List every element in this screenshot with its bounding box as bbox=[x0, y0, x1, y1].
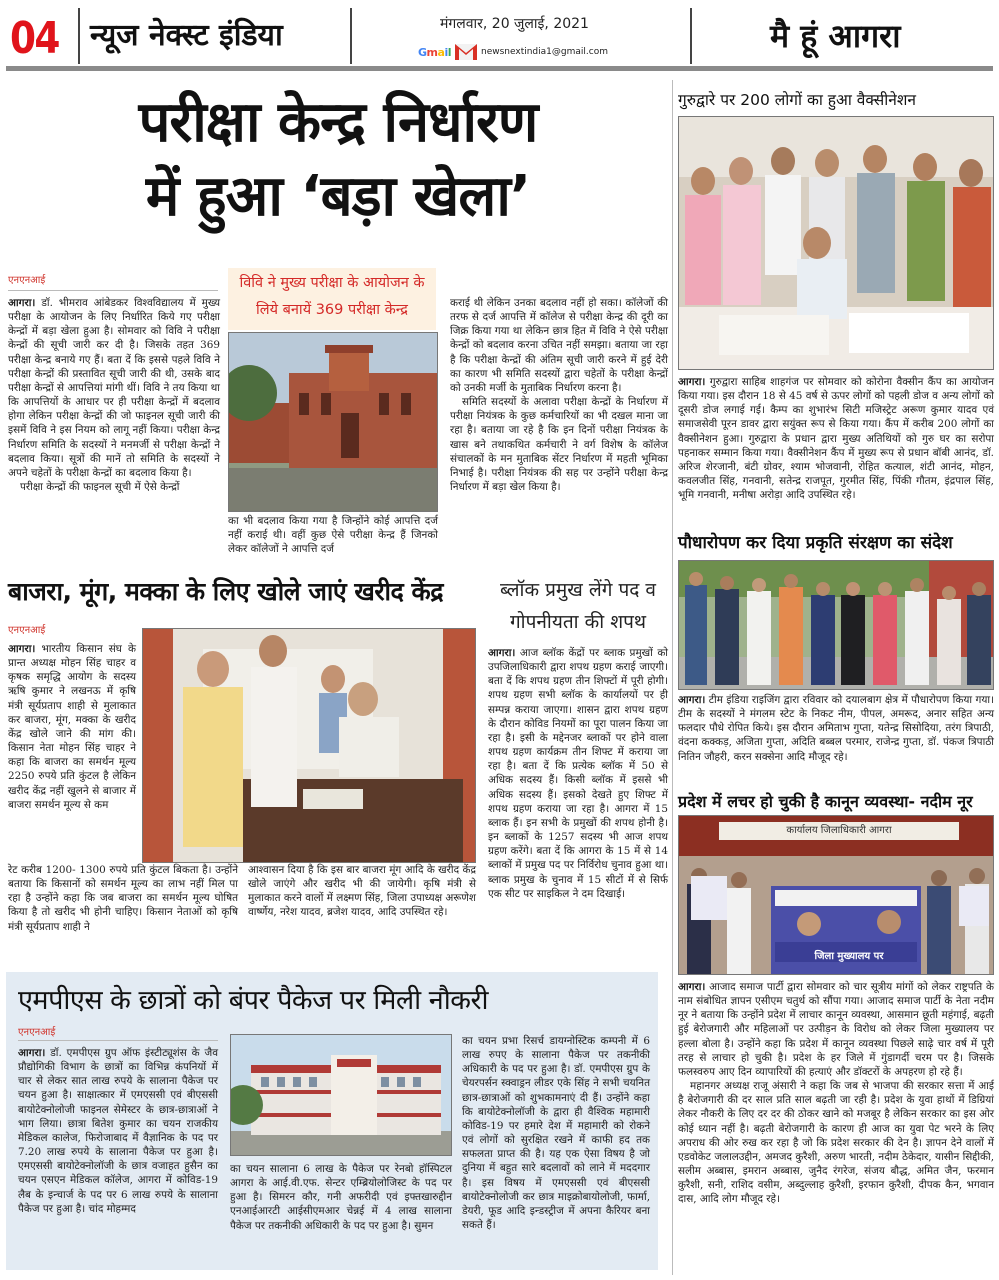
plantation-body bbox=[678, 693, 994, 764]
mps-col3: का चयन प्रभा रिसर्च डायग्नोस्टिक कम्पनी में 6 लाख रुपए के सालाना पैकेज पर तकनीकी अधिकारी के पद पर हुआ है। डॉ. एमपीएस ग्रुप के चेयरपर्सन स्क्वाड्रन लीडर एके सिंह ने सभी चयनित छात्र-छात्राओं को शुभकामनाएं दी हैं। उन्होंने कहा कि बायोटेक्नोलॉजी के द्वारा ही वैश्विक महामारी कोविड-19 पर हमारे देश में महामारी को रोकने एवं लोगों को सुरक्षित रखने में काफी हद तक सफलता प्राप्त की है। यह एक ऐसा विषय है जो दुनिया में बहुत सारे बदलावों को लाने में मददगार है। इस विषय में एमएससी एवं बीएससी बायोटेक्नोलोजी कर छात्र माइक्रोबायोलोजी, फार्मा, डेयरी, फूड आदि इन्डस्ट्रीज में अपना कैरियर बना सकते हैं। bbox=[462, 1035, 650, 1232]
lead-col3-para1: कराई थी लेकिन उनका बदलाव नहीं हो सका। कॉलेजों की तरफ से दर्ज आपत्ति में कॉलेज से परीक्षा केन्द्र की दूरी का जिक्र किया गया था लेकिन छात्र हित में विवि ने ऐसे परीक्षा केन्द्रों को बदलाव करना उचित नहीं समझा। बताया जा रहा है कि परीक्षा केन्द्रों की अंतिम सूची जारी करने में हुई देरी का कारण भी समिति सदस्यों द्वारा चहेतों के परीक्षा केन्द्रों को उनकी मर्जी के मुताबिक निर्धारण करना है। bbox=[450, 297, 668, 394]
page-number: 04 bbox=[10, 13, 59, 64]
vaccination-body bbox=[678, 375, 994, 502]
plantation-headline: पौधारोपण कर दिया प्रकृति संरक्षण का संदेश bbox=[678, 533, 953, 553]
meeting-with-minister-photo bbox=[142, 628, 476, 863]
mps-col1 bbox=[18, 1046, 218, 1216]
block-text: आज ब्लॉक केंद्रों पर ब्लाक प्रमुखों को उपजिलाधिकारी द्वारा शपथ ग्रहण कराई जाएगी। बता दें कि शपथ ग्रहण तीन शिफ्टों में पूरी होगी। शपथ ग्रहण सभी ब्लॉक के कार्यालयों पर ही सम्पन्न कराया जाएगा। शासन द्वारा शपथ ग्रहण के दौरान कोविड नियमों का पूरा पालन किया जा रहा है। इसी के मद्देनजर ब्लाकों पर होने वाला शपथ ग्रहण कार्यक्रम तीन शिफ्ट में कराया जा रहा है। बता दें कि प्रत्येक ब्लॉक में 50 से अधिक सदस्य हैं। किसी ब्लॉक में इससे भी अधिक सदस्य हैं। इसको देखते हुए शिफ्ट में शपथ ग्रहण कराया जा रहा है। आगरा में 15 ब्लाक हैं। इन सभी के प्रमुखों की शपथ होनी है। इन ब्लाकों के 1257 सदस्य भी आज शपथ ग्रहण करेंगे। बता दें कि आगरा के 15 में से 14 ब्लाकों में प्रमुख पद पर निर्विरोध चुनाव हुआ था। ब्लाक प्रमुख के चुनाव में 15 सीटों में से सिर्फ एक सीट पर साइकिल ने दम दिखाई। bbox=[488, 647, 668, 900]
block-headline: ब्लॉक प्रमुख लेंगे पद व गोपनीयता की शपथ bbox=[500, 579, 656, 633]
bajra-col1 bbox=[8, 642, 136, 812]
bajra-col1-text: भारतीय किसान संघ के प्रान्त अध्यक्ष मोहन सिंह चाहर व कृषक समृद्धि आयोग के सदस्य ऋषि कुमार ने लखनऊ में कृषि मंत्री सूर्यप्रताप शाही से मुलाकात कर बाजरा, मूंग, मक्का के खरीद केंद्र खोले जाने की मांग की। किसान नेता मोहन सिंह चाहर ने कहा कि बाजरा का समर्थन मूल्य 2250 रुपये प्रति कुंटल है लेकिन खरीद केंद्र नहीं खुलने से बाजार में बाजरा समर्थन मूल्य से कम bbox=[8, 643, 136, 811]
column-divider bbox=[672, 80, 673, 1275]
mps-col1-text: डॉ. एमपीएस ग्रुप ऑफ इंस्टीट्यूशंस के जैव प्रौद्योगिकी विभाग के छात्रों का विभिन्न कंपनियों में चार से लेकर सात लाख रुपये के सालाना पैकेज पर चयन हुआ है। साक्षात्कार में एमएससी एवं बीएससी बायोटेक्नोलोजी फाइनल सेमेस्टर के छात्र-छात्राओं ने भाग लिया। छात्रा बितेश कुमार का चयन राजकीय मेडिकल कालेज, फिरोजाबाद में वैज्ञानिक के पद पर 7.20 लाख रुपये के सालाना पैकेज पर हुआ है। एमएससी बायोटेक्नोलॉजी के छात्र वजाहत हुसैन का चयन एसएन मेडिकल कॉलेज, आगरा में कोविड-19 लैब के इन्चार्ज के पद पर 6 लाख रुपये के सालाना पैकेज पर हुआ है। चांद मोहम्मद bbox=[18, 1047, 218, 1215]
protest-with-banner-photo bbox=[678, 815, 994, 975]
dateline: आगरा। bbox=[8, 643, 36, 655]
issue-date: मंगलवार, 20 जुलाई, 2021 bbox=[440, 16, 589, 32]
law-para2: महानगर अध्यक्ष राजू अंसारी ने कहा कि जब से भाजपा की सरकार सत्ता में आई है बेरोजगारी की दर साल प्रति साल बढ़ती जा रही है। प्रदेश के युवा हाथों में डिग्रियां लेकर नौकरी के लिए दर दर की ठोकर खाने को मजबूर है लेकिन सरकार का इस ओर कोई ध्यान नहीं है। बढ़ती बेरोजगारी के कारण ही आज का युवा पेट भरने के लिए अपराध की ओर रुख कर रहा है जो कि प्रदेश सरकार की देन है। ज्ञापन देने वालों में एडवोकेट जलालउद्दीन, अमजद कुरैशी, अरुण भारती, नदीम ठेकेदार, यासीन सिद्दीकी, सलीम अब्बास, इमरान अब्बास, जुनैद रंगरेज, संजय बौद्ध, अमित जैन, फरमान कुरैशी, सनी, राशिद वसीम, अब्दुल्लाह कुरैशी, इरफान कुरैशी, दीपक कैन, भगवान दास, आदि लोग मौजूद रहे। bbox=[678, 1080, 994, 1206]
gmail-icon bbox=[455, 44, 477, 60]
lead-col1 bbox=[8, 296, 220, 494]
lead-col1-para1: डॉ. भीमराव आंबेडकर विश्वविद्यालय में मुख्य परीक्षा के आयोजन के लिए निर्धारित किये गए परीक्षा केन्द्रों में बड़ा खेला हुआ है। सोमवार को विवि ने परीक्षा केन्द्रों की सूची जारी कर दी है। जिसके तहत 369 परीक्षा केन्द्र बनाये गए हैं। बता दें कि इससे पहले विवि ने परीक्षा केन्द्रों की प्रस्तावित सूची जारी की थी, उसके बाद परीक्षा केन्द्रों से आपत्तियां मांगी थीं। विवि ने तय किया था कि आपत्तियों के आधार पर ही परीक्षा केन्द्रों में बदलाव होगा लेकिन परीक्षा केन्द्रों की जो फाइनल सूची जारी की इसमें विवि ने इस नियम को लागू नहीं किया। परीक्षा केन्द्र निर्धारण समिति के सदस्यों ने मनमर्जी से परीक्षा केन्द्रों ने बदलाव किया। सूत्रों की मानें तो समिति के सदस्यों ने अपने चहेतों के परीक्षा केन्द्रों का बदलाव किया है। bbox=[8, 297, 220, 479]
mps-headline: एमपीएस के छात्रों को बंपर पैकेज पर मिली नौकरी bbox=[18, 985, 488, 1016]
bajra-col2: आश्वासन दिया है कि इस बार बाजरा मूंग आदि के खरीद केंद्र खोले जाएंगे और खरीद भी की जायेगी। कृषि मंत्री से मुलाकात करने वालों में लक्ष्मण सिंह, जिला उपाध्यक्ष अरूणेश वार्ष्णेय, नरेश यादव, ब्रजेश यादव, आदि उपस्थित रहे। bbox=[248, 864, 476, 919]
tree-plantation-group-photo bbox=[678, 560, 994, 690]
lead-col3 bbox=[450, 296, 668, 494]
vaccination-headline: गुरुद्वारे पर 200 लोगों का हुआ वैक्सीनेशन bbox=[678, 91, 917, 109]
section-title: मै हूं आगरा bbox=[770, 17, 901, 55]
law-headline: प्रदेश में लचर हो चुकी है कानून व्यवस्था- नदीम नूर bbox=[678, 792, 973, 811]
university-building-photo bbox=[228, 332, 438, 512]
masthead-divider bbox=[78, 8, 80, 64]
vaccination-camp-photo bbox=[678, 116, 994, 370]
dateline: आगरा। bbox=[488, 647, 516, 659]
lead-byline: एनएनआई bbox=[8, 275, 46, 286]
plantation-text: टीम इंडिया राइजिंग द्वारा रविवार को दयालबाग क्षेत्र में पौधारोपण किया गया। टीम के सदस्यों ने मंगलम स्टेट के निकट नीम, पीपल, अमरूद, अनार सहित अन्य फलदार पौधे रोपित किये। इस दौरान अमिताभ गुप्ता, यतेन्द्र सिसोदिया, तरंग त्रिपाठी, वंदना कक्कड़, अजिता गुप्ता, अदिति बब्बल परमार, राजेन्द्र गुप्ता, डॉ. पंकज त्रिपाठी नितिन जौहरी, करन सक्सेना आदि मौजूद रहे। bbox=[678, 694, 994, 763]
newspaper-name: न्यूज नेक्स्ट इंडिया bbox=[90, 18, 283, 53]
gmail-logo-text: Gmail bbox=[418, 45, 451, 59]
bajra-headline: बाजरा, मूंग, मक्का के लिए खोले जाएं खरीद केंद्र bbox=[8, 577, 443, 606]
byline-rule bbox=[8, 290, 218, 291]
masthead-divider bbox=[690, 8, 692, 64]
lead-headline-line1: परीक्षा केन्द्र निर्धारण bbox=[138, 90, 538, 155]
lead-col1-para2: परीक्षा केन्द्रों की फाइनल सूची में ऐसे केन्द्रों bbox=[20, 481, 180, 494]
photo-sign-text: कार्यालय जिलाधिकारी आगरा bbox=[786, 825, 892, 836]
block-body bbox=[488, 646, 668, 901]
lead-col2: का भी बदलाव किया गया है जिन्होंने कोई आपत्ति दर्ज नहीं कराई थी। वहीं कुछ ऐसे परीक्षा केन्द्र हैं जिनको लेकर कॉलेजों ने आपत्ति दर्ज bbox=[228, 515, 438, 556]
lead-subhead: विवि ने मुख्य परीक्षा के आयोजन के लिये बनायें 369 परीक्षा केन्द्र bbox=[228, 268, 436, 330]
contact-email-row bbox=[418, 44, 608, 60]
contact-email[interactable]: newsnextindia1@gmail.com bbox=[481, 47, 608, 57]
dateline: आगरा। bbox=[678, 376, 706, 388]
byline-rule bbox=[18, 1040, 218, 1041]
lead-headline-line2: में हुआ ‘बड़ा खेला’ bbox=[145, 164, 531, 229]
dateline: आगरा। bbox=[678, 694, 706, 706]
dateline: आगरा। bbox=[8, 297, 36, 309]
masthead-rule bbox=[6, 66, 993, 71]
law-body bbox=[678, 980, 994, 1207]
dateline: आगरा। bbox=[18, 1047, 46, 1059]
lead-headline bbox=[8, 86, 668, 234]
vaccination-text: गुरुद्वारा साहिब शाहगंज पर सोमवार को कोरोना वैक्सीन कैंप का आयोजन किया गया। इस दौरान 18 से 45 वर्ष से ऊपर लोगों को पहली डोज व अन्य लोगों को दूसरी डोज लगाई गई। कैम्प का शुभारंभ सिटी मजिस्ट्रेट अरूण कुमार यादव एवं समाजसेवी पूरन डावर द्वारा सयुंक्त रूप से किया गया। कैंप में करीब 200 लोगों का वैक्सीनेशन हुआ। गुरुद्वारा के प्रधान द्वारा मुख्य अतिथियों को गुरु घर का सरोपा पहनाकर सम्मान किया गया। वैक्सीनेशन कैंप में मुख्य रूप से प्रधान बॉबी आनंद, डॉ. अरिज शेरजानी, बंटी ग्रोवर, श्याम भोजवानी, रोहित कत्याल, शंटी आनंद, मोहन, कवलजीत सिंह, गनवानी, सतेन्द्र राजपूत, गुरमीत सिंह, पिंकी गौतम, इंद्रपाल सिंह, भूमि गनवानी, मनीषा अरोड़ा आदि उपस्थित रहे। bbox=[678, 376, 994, 502]
mps-byline: एनएनआई bbox=[18, 1027, 56, 1038]
bajra-col1-wide: रेट करीब 1200- 1300 रुपये प्रति कुंटल बिकता है। उन्होंने बताया कि किसानों को समर्थन मूल्य का लाभ नहीं मिल पा रहा है उन्होंने कहा कि जब बाजरा का समर्थन मूल्य घोषित किया है तो खरीद भी होनी चाहिए। किसान नेताओं को कृषि मंत्री सूर्यप्रताप शाही ने bbox=[8, 864, 238, 933]
mps-college-building-photo bbox=[230, 1034, 452, 1156]
photo-banner-text: जिला मुख्यालय पर bbox=[814, 951, 884, 962]
lead-col3-para2: समिति सदस्यों के अलावा परीक्षा केन्द्रों के निर्धारण में परीक्षा नियंत्रक के कुछ कर्मचारियों का भी दखल माना जा रहा है। बताया जा रहे है कि इन दिनों परीक्षा नियंत्रक के खास बने तथाकथित कर्मचारी ने वर्ग विशेष के कॉलेज संचालकों के मन मुताबिक सेंटर निर्धारण में महती भूमिका निभाई है। परीक्षा नियंत्रक की सह पर उन्होंने परीक्षा केन्द्र निर्धारण में बड़ा खेल किया है। bbox=[450, 396, 668, 494]
masthead-divider bbox=[350, 8, 352, 64]
law-para1: आजाद समाज पार्टी द्वारा सोमवार को चार सूत्रीय मांगों को लेकर राष्ट्रपति के नाम संबोधित ज्ञापन एसीएम चतुर्थ को सौंपा गया। आजाद समाज पार्टी के नेता नदीम नूर ने बताया कि उन्होंने प्रदेश में लाचार कानून व्यवस्था, आसमान छूती महंगाई, बढ़ती हुई बेरोजगारी और महिलाओं पर उत्पीड़न के विरोध को लेकर जिला मुख्यालय पर हल्ला बोला है। उन्होंने कहा कि प्रदेश में कानून व्यवस्था पिछले साढ़े चार वर्ष में पूरी तरह से लाचार हो चुकी है। प्रदेश के हर जिले में गुंडागर्दी चरम पर है। जिसके फलस्वरुप आए दिन व्यापारियों की हत्याएं और डॉक्टरों के अपहरण हो रहे हैं। bbox=[678, 981, 994, 1078]
mps-col2: का चयन सालाना 6 लाख के पैकेज पर रेनबो हॉस्पिटल आगरा के आई.वी.एफ. सेन्टर एम्ब्रियोलोजिस्ट के पद पर हुआ है। सिमरन कौर, गनी अफरीदी एवं इफ्तखारुद्दीन एनआईआरटी आईसीएमआर चेन्नई में 4 लाख सालाना पैकेज पर तकनीकी अधिकारी के पद पर हुआ है। सुमन bbox=[230, 1163, 452, 1232]
dateline: आगरा। bbox=[678, 981, 706, 993]
bajra-byline: एनएनआई bbox=[8, 625, 46, 636]
